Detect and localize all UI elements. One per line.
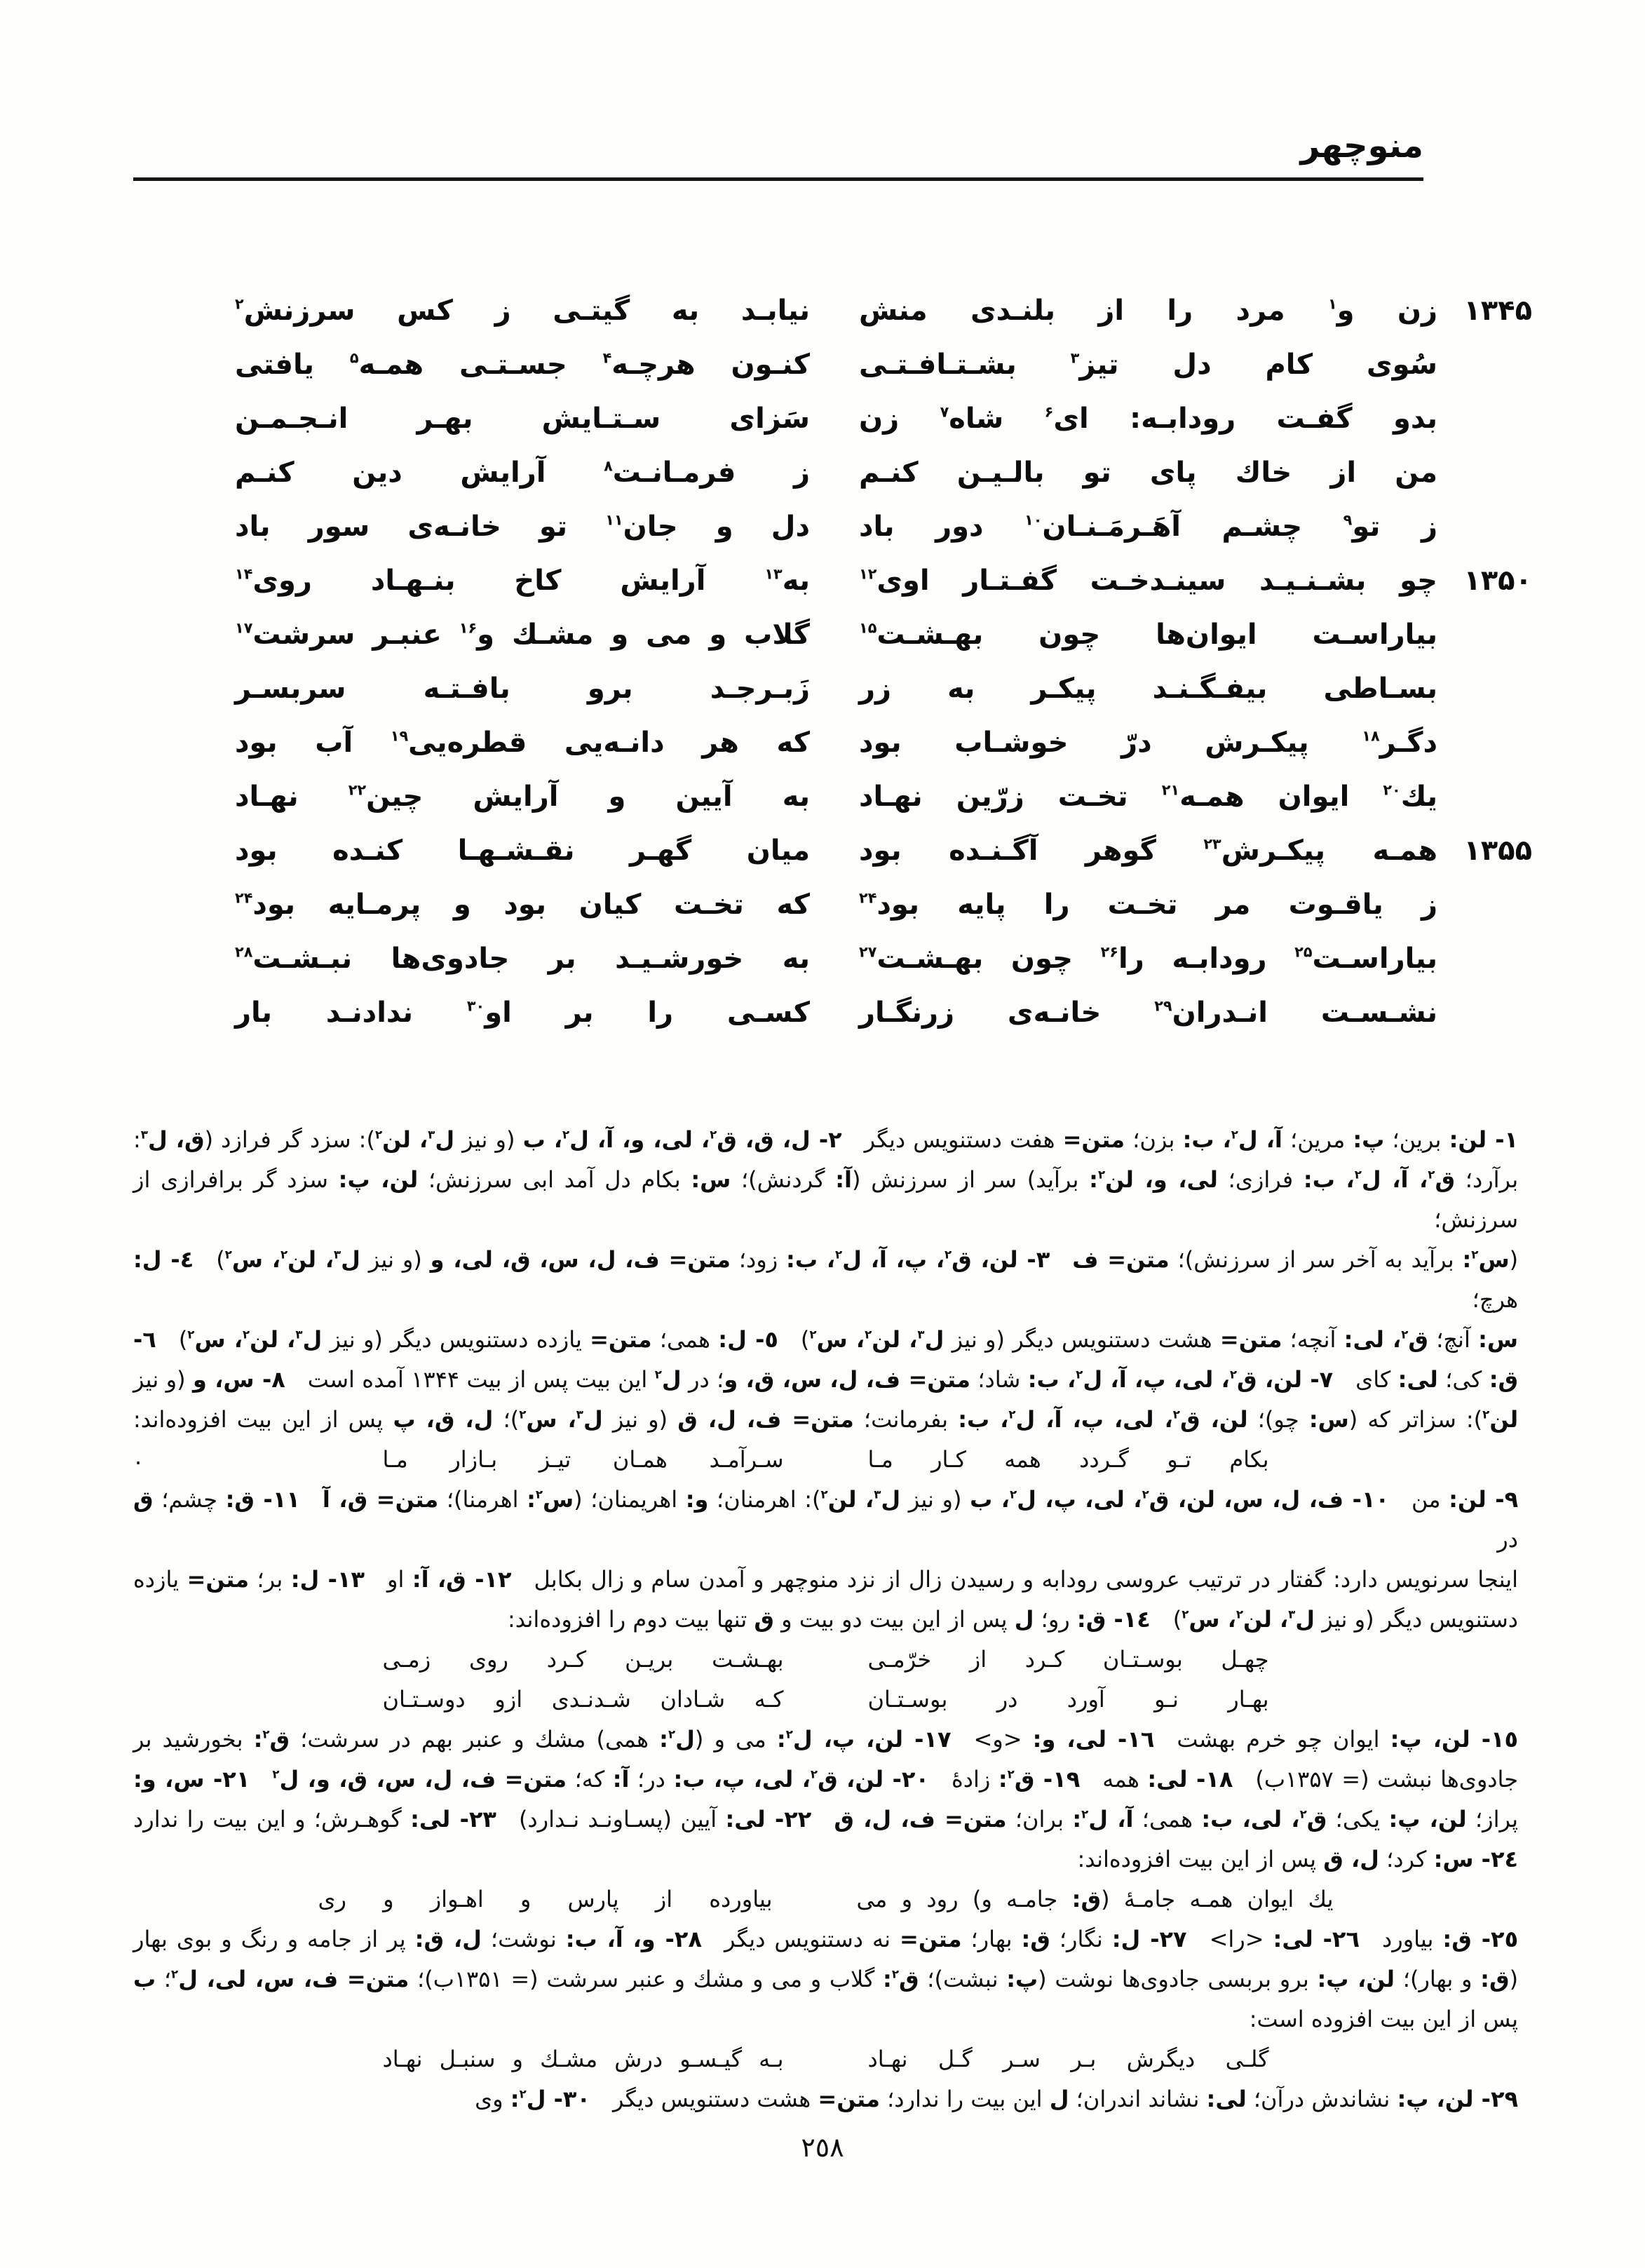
apparatus bbox=[133, 1120, 1518, 2119]
header-rule bbox=[133, 177, 1423, 181]
hemistich-left: میان گهـر نقـشـهـا کنـده بود bbox=[235, 835, 810, 867]
apparatus-verse-hemistich-left: کـه شـادان شـدنـدی ازو دوسـتـان bbox=[382, 1686, 784, 1713]
hemistich-left: نیابـد به گیتـی ز کس سرزنش$^۲$ bbox=[235, 295, 810, 327]
hemistich-left: به$^{۱۳}$ آرایش کاخ بنـهـاد روی$^{۱۴}$ bbox=[235, 565, 810, 597]
apparatus-verse-hemistich-left: سـرآمـد همـان تیـز بـازار مـا bbox=[382, 1446, 784, 1473]
hemistich-right: نشـسـت انـدران$^{۲۹}$ خانـه‌ی زرنگـار bbox=[859, 997, 1437, 1029]
hemistich-left: که هر دانـه‌یی قطره‌یی$^{۱۹}$ آب بود bbox=[235, 727, 810, 759]
hemistich-right: بسـاطی بیفـگـنـد پیکـر به زر bbox=[859, 673, 1437, 705]
hemistich-right: دگـر$^{۱۸}$ پیکـرش درّ خوشـاب بود bbox=[859, 727, 1437, 759]
hemistich-right: ز یاقـوت مر تخـت را پایه بود$^{۲۴}$ bbox=[859, 889, 1437, 921]
hemistich-left: به آیین و آرایش چین$^{۲۲}$ نهـاد bbox=[235, 781, 810, 813]
apparatus-line: ٢٩- لن، پ: نشاندش درآن؛ لی: نشاند اندران؛ ل این بیت را ندارد؛ متن= هشت دستنویس دیگر ٣٠- ل$^۲$: وی bbox=[475, 2086, 1518, 2112]
apparatus-verse-hemistich-right: بکام تـو گـردد همه کـار مـا bbox=[867, 1446, 1269, 1473]
apparatus-verse-hemistich-right: یك ایوان همـه جامـهٔ (ق: جامـه و) رود و می bbox=[856, 1886, 1334, 1912]
poem-verse-row bbox=[235, 511, 1532, 565]
apparatus-added-verse bbox=[133, 1640, 1518, 1680]
verse-number: ۱۳۴۵ bbox=[1463, 295, 1532, 327]
apparatus-line: برآرد؛ ق$^۲$، آ، ل$^۲$، ب: فرازی؛ لی، و، لن$^۲$: برآید) سر از سرزنش (آ: گردنش)؛ س: بکام دل آمد ابی سرزنش؛ لن، پ: سزد گر برافرازی از سرزنش؛ bbox=[133, 1166, 1519, 1233]
hemistich-right: سُوی کام دل تیز$^۳$ بشـتـافـتـی bbox=[859, 349, 1438, 381]
apparatus-line: ٢٥- ق: بیاورد ٢٦- لی: <را> ٢٧- ل: نگار؛ ق: بهار؛ متن= نه دستنویس دیگر ٢٨- و، آ، ب: نوشت؛ ل، ق: پر از جامه و رنگ و بوی بهار bbox=[133, 1926, 1519, 1952]
apparatus-added-verse bbox=[133, 1879, 1518, 1919]
poem-verse-row bbox=[235, 403, 1532, 457]
hemistich-right: بدو گفـت رودابـه: ای$^۶$ شاه$^۷$ زن bbox=[859, 403, 1437, 435]
poem-verse-row bbox=[235, 835, 1532, 889]
page-number: ٢٥٨ bbox=[801, 2132, 844, 2163]
hemistich-left: زَبـرجـد برو بافـتـه سربسـر bbox=[235, 673, 810, 705]
apparatus-line: ق: کی؛ لی: کای ٧- لن، ق$^۲$، لی، پ، آ، ل$^۲$، ب: شاد؛ متن= ف، ل، س، ق، و؛ در ل$^۲$ این بیت پس از بیت ۱۳۴۴ آمده است ٨- س، و (و نیز bbox=[133, 1366, 1519, 1393]
hemistich-left: دل و جان$^{۱۱}$ تو خانـه‌ی سور باد bbox=[235, 511, 810, 543]
apparatus-verse-hemistich-right: چهـل بوسـتـان کـرد از خرّمـی bbox=[867, 1646, 1269, 1673]
hemistich-left: ز فرمـانـت$^۸$ آرایش دین کنـم bbox=[235, 457, 810, 489]
hemistich-left: به خورشـیـد بر جادوی‌ها نبـشـت$^{۲۸}$ bbox=[235, 943, 810, 975]
hemistich-left: گلاب و می و مشـك و$^{۱۶}$ عنبـر سرشت$^{۱۷}$ bbox=[235, 619, 810, 651]
apparatus-line: ١٥- لن، پ: ایوان چو خرم بهشت ١٦- لی، و: <و> ١٧- لن، پ، ل$^۲$: می و (ل$^۲$: همی) مشك و عنبر بهم در سرشت؛ ق$^۲$: بخورشید بر bbox=[133, 1726, 1519, 1753]
apparatus-line: پس از این بیت افزوده است: bbox=[1249, 2006, 1518, 2032]
hemistich-left: سَزای سـتـایش بهـر انـجـمـن bbox=[235, 403, 810, 435]
stray-dot: . bbox=[135, 1443, 142, 1470]
apparatus-verse-hemistich-right: بهـار نـو آورد در بوسـتـان bbox=[867, 1686, 1269, 1713]
hemistich-right: یك$^{۲۰}$ ایوان همـه$^{۲۱}$ تخـت زرّین نهـاد bbox=[859, 781, 1437, 813]
verse-number: ۱۳۵۰ bbox=[1463, 565, 1532, 597]
apparatus-line: ٩- لن: من ١٠- ف، ل، س، لن، ق$^۲$، لی، پ، ل$^۲$، ب (و نیز ل$^۳$، لن$^۲$): اهرمنان؛ و: اهریمنان؛ (س$^۲$: اهرمنا)؛ متن= ق، آ ١١- ق: چشم؛ ق در bbox=[133, 1486, 1519, 1553]
hemistich-right: چو بشـنـیـد سینـدخـت گفـتـار اوی$^{۱۲}$ bbox=[859, 565, 1437, 597]
apparatus-line: ٢٤- س: کرد؛ ل، ق پس از این بیت افزوده‌اند: bbox=[1077, 1846, 1518, 1872]
poem-verse-row bbox=[235, 295, 1532, 349]
poem bbox=[235, 295, 1532, 1051]
apparatus-line: ١- لن: برین؛ پ: مرین؛ آ، ل$^۲$، ب: بزن؛ متن= هفت دستنویس دیگر ٢- ل، ق، ق$^۲$، لی، و، آ، ل$^۲$، ب (و نیز ل$^۳$، لن$^۲$): سزد گر فرازد (ق، ل$^۳$: bbox=[133, 1126, 1519, 1153]
apparatus-line: جادوی‌ها نبشت (= ۱۳۵۷ب) ١٨- لی: همه ١٩- ق$^۲$: زادهٔ ٢٠- لن، ق$^۲$، لی، پ، ب: در؛ آ: که؛ متن= ف، ل، س، ق، و، ل$^۲$ ٢١- س، و: bbox=[133, 1766, 1519, 1793]
poem-verse-row bbox=[235, 565, 1532, 619]
hemistich-right: ز تو$^۹$ چشـم آهَـرمَـنـان$^{۱۰}$ دور باد bbox=[859, 511, 1437, 543]
apparatus-added-verse bbox=[133, 1440, 1518, 1480]
hemistich-right: بیاراسـت$^{۲۵}$ رودابـه را$^{۲۶}$ چون بهـشـت$^{۲۷}$ bbox=[859, 943, 1437, 975]
hemistich-right: من از خاك پای تو بالـیـن کنـم bbox=[859, 457, 1437, 489]
apparatus-line: دستنویس دیگر (و نیز ل$^۳$، لن$^۲$، س$^۲$) ١٤- ق: رو؛ ل پس از این بیت دو بیت و ق تنها بیت دوم را افزوده‌اند: bbox=[507, 1606, 1518, 1633]
hemistich-right: زن و$^۱$ مرد را از بلنـدی منش bbox=[859, 295, 1437, 327]
apparatus-line: (ق: و بهار)؛ لن، پ: برو بربسی جادوی‌ها نوشت (پ: نبشت)؛ ق$^۲$: گلاب و می و مشك و عنبر سرشت (= ۱۳۵۱ب)؛ متن= ف، س، لی، ل$^۲$؛ ب bbox=[133, 1966, 1519, 1992]
apparatus-added-verse bbox=[133, 2039, 1518, 2079]
hemistich-left: که تخـت کیان بود و پرمـایه بود$^{۲۴}$ bbox=[235, 889, 810, 921]
apparatus-line: پراز؛ لن، پ: یکی؛ ق$^۲$، لی، ب: همی؛ آ، ل$^۲$: بران؛ متن= ف، ل، ق ٢٢- لی: آیین (پسـاونـد نـدارد) ٢٣- لی: گوهـرش؛ و این بیت را ندارد bbox=[133, 1806, 1519, 1832]
poem-verse-row bbox=[235, 349, 1532, 403]
hemistich-left: کسـی را بر او$^{۳۰}$ ندادنـد بار bbox=[235, 997, 811, 1029]
poem-verse-row bbox=[235, 457, 1532, 511]
poem-verse-row bbox=[235, 889, 1532, 943]
hemistich-left: کنـون هرچـه$^۴$ جسـتـی همـه$^۵$ یافتی bbox=[235, 349, 811, 381]
poem-verse-row bbox=[235, 619, 1532, 673]
poem-verse-row bbox=[235, 943, 1532, 997]
apparatus-line: س: آنچ؛ ق$^۲$، لی: آنچه؛ متن= هشت دستنویس دیگر (و نیز ل$^۳$، لن$^۲$، س$^۲$) ٥- ل: همی؛ متن= یازده دستنویس دیگر (و نیز ل$^۳$، لن$^۲$، س$^۲$) ٦- bbox=[133, 1326, 1519, 1353]
hemistich-right: بیاراسـت ایوان‌ها چون بهـشـت$^{۱۵}$ bbox=[859, 619, 1437, 651]
poem-verse-row bbox=[235, 673, 1532, 727]
apparatus-line: (س$^۲$: برآید به آخر سر از سرزنش)؛ متن= ف ٣- لن، ق$^۲$، پ، آ، ل$^۲$، ب: زود؛ متن= ف، ل، س، ق، لی، و (و نیز ل$^۳$، لن$^۲$، س$^۲$) ٤- ل: هرچ؛ bbox=[133, 1246, 1519, 1313]
running-header-title: منوچهر bbox=[1300, 126, 1423, 166]
apparatus-verse-hemistich-left: بـه گیـسـو درش مشـك و سنبـل نهـاد bbox=[382, 2046, 784, 2072]
poem-verse-row bbox=[235, 781, 1532, 835]
poem-verse-row bbox=[235, 997, 1532, 1051]
apparatus-line: لن$^۲$): سزاتر که (س: چو)؛ لن، ق$^۲$، لی، پ، آ، ل$^۲$، ب: بفرمانت؛ متن= ف، ل، ق (و نیز ل$^۳$، س$^۲$)؛ ل، ق، پ پس از این بیت افزوده‌اند: bbox=[133, 1406, 1519, 1433]
hemistich-right: همـه پیکـرش$^{۲۳}$ گوهر آگـنـده بود bbox=[859, 835, 1437, 867]
poem-verse-row bbox=[235, 727, 1532, 781]
apparatus-verse-hemistich-right: گلـی دیگرش بـر سـر گـل نهـاد bbox=[867, 2046, 1269, 2072]
apparatus-line: اینجا سرنویس دارد: گفتار در ترتیب عروسی رودابه و رسیدن زال از نزد منوچهر و آمدن سام و زال بکابل ١٢- ق، آ: او ١٣- ل: بر؛ متن= یازده bbox=[133, 1566, 1519, 1593]
verse-number: ۱۳۵۵ bbox=[1463, 835, 1532, 867]
apparatus-added-verse bbox=[133, 1680, 1518, 1720]
apparatus-verse-hemistich-left: بهـشـت بریـن کـرد روی زمـی bbox=[382, 1646, 784, 1673]
apparatus-verse-hemistich-left: بیاورده از پارس و اهـواز و ری bbox=[318, 1886, 773, 1912]
